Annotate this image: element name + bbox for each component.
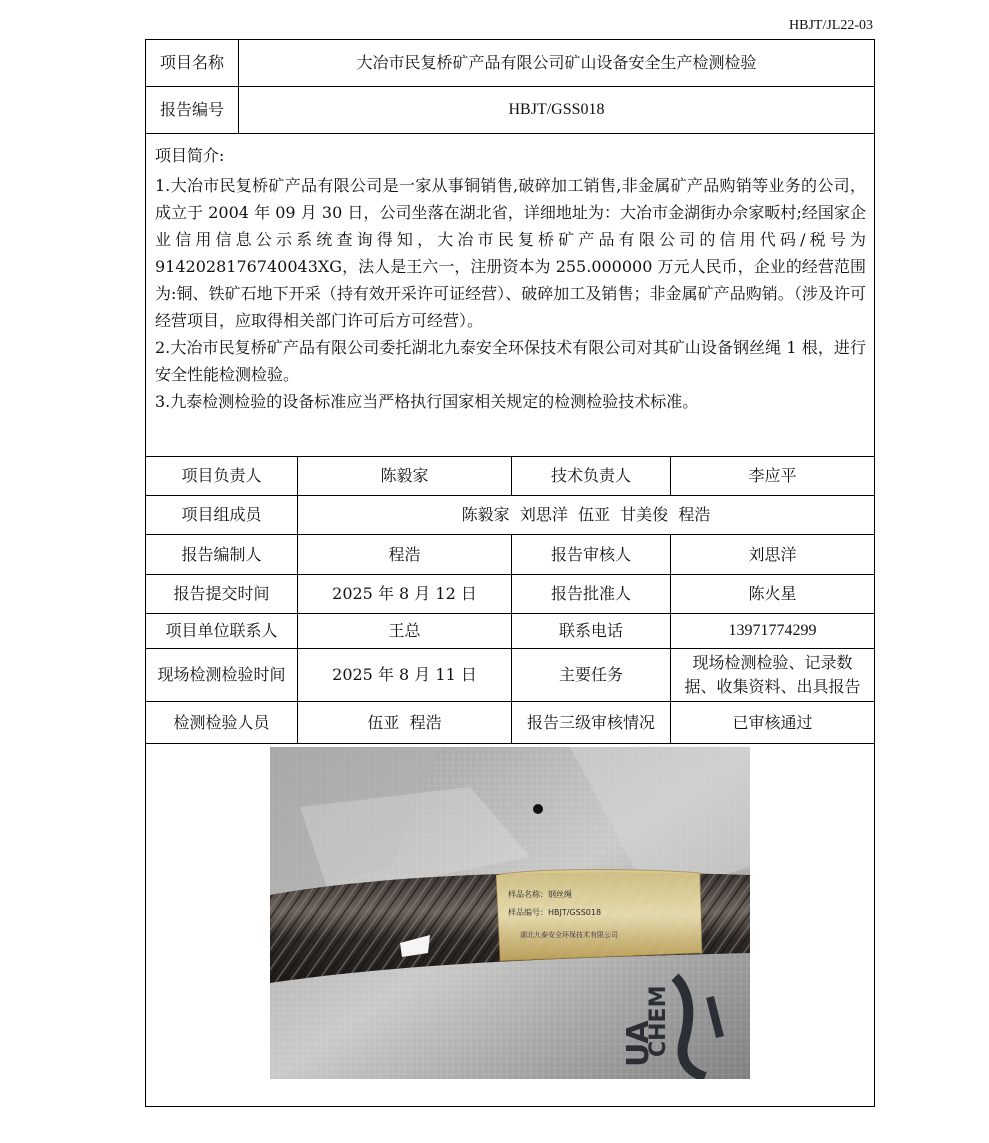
submit-row <box>146 575 874 614</box>
inspectors-label: 检测检验人员 <box>173 712 270 732</box>
leader-label: 项目负责人 <box>181 466 262 485</box>
bag-print-chem: CHEM <box>646 985 671 1057</box>
onsite-date: 2025 年 8 月 11 日 <box>297 649 511 701</box>
project-name-value: 大冶市民复桥矿产品有限公司矿山设备安全生产检测检验 <box>238 40 874 86</box>
review3-label: 报告三级审核情况 <box>511 702 670 743</box>
report-number-value: HBJT/GSS018 <box>238 87 874 133</box>
contact-value: 王总 <box>297 614 511 648</box>
phone-value: 13971774299 <box>670 614 874 648</box>
tech-label: 技术负责人 <box>511 457 670 495</box>
reviewer-value: 刘思洋 <box>670 535 874 574</box>
intro-paragraph-2: 2.大冶市民复桥矿产品有限公司委托湖北九泰安全环保技术有限公司对其矿山设备钢丝绳 1 根，进行安全性能检测检验。 <box>155 338 866 384</box>
task-value: 现场检测检验、记录数据、收集资料、出具报告 <box>670 649 874 701</box>
submit-label: 报告提交时间 <box>173 584 270 603</box>
wire-rope-sample-photo <box>270 747 750 1079</box>
project-name-label: 项目名称 <box>159 53 224 72</box>
contact-row <box>146 614 874 649</box>
approver-label: 报告批准人 <box>511 575 670 613</box>
inspectors-row <box>146 702 874 744</box>
inspectors-value: 伍亚 程浩 <box>297 702 511 743</box>
report-number-label: 报告编号 <box>159 100 224 119</box>
reviewer-label: 报告审核人 <box>511 535 670 574</box>
submit-date: 2025 年 8 月 12 日 <box>297 575 511 613</box>
approver-value: 陈火星 <box>670 575 874 613</box>
bag-print-ua: UA <box>621 1020 656 1067</box>
leader-row <box>146 457 874 496</box>
tech-value: 李应平 <box>670 457 874 495</box>
project-intro <box>146 134 874 457</box>
intro-paragraph-3: 3.九泰检测检验的设备标准应当严格执行国家相关规定的检测检验技术标准。 <box>155 392 699 411</box>
leader-value: 陈毅家 <box>297 457 511 495</box>
members-label: 项目组成员 <box>181 505 262 524</box>
phone-label: 联系电话 <box>511 614 670 648</box>
report-sheet <box>145 39 875 1107</box>
task-label: 主要任务 <box>511 649 670 701</box>
intro-heading: 项目简介: <box>155 146 225 165</box>
author-label: 报告编制人 <box>181 544 262 564</box>
onsite-row <box>146 649 874 702</box>
project-name-row <box>146 40 874 87</box>
report-number-row <box>146 87 874 134</box>
intro-paragraph-1: 1.大冶市民复桥矿产品有限公司是一家从事铜销售,破碎加工销售,非金属矿产品购销等业务的公司，成立于 2004 年 09 月 30 日，公司坐落在湖北省，详细地址为：大冶市金湖街办佘家畈村;经国家企业信用信息公示系统查询得知，大冶市民复桥矿产品有限公司的信用代码/税号为 9142028176740043XG，法人是王六一，注册资本为 255.000000 万元人民币，企业的经营范围为:铜、铁矿石地下开采（持有效开采许可证经营）、破碎加工及销售；非金属矿产品购销。（涉及许可经营项目，应取得相关部门许可后方可经营）。 <box>155 176 866 330</box>
sample-tag-line-1: 样品名称：钢丝绳 <box>508 890 572 899</box>
author-value: 程浩 <box>297 535 511 574</box>
onsite-label: 现场检测检验时间 <box>157 665 286 684</box>
sample-tag-line-3: 湖北九泰安全环保技术有限公司 <box>520 931 618 939</box>
author-row <box>146 535 874 575</box>
contact-label: 项目单位联系人 <box>165 621 278 640</box>
members-row <box>146 496 874 535</box>
review3-value: 已审核通过 <box>670 702 874 743</box>
members-value: 陈毅家 刘思洋 伍亚 甘美俊 程浩 <box>297 496 874 534</box>
document-code: HBJT/JL22-03 <box>789 18 873 33</box>
sample-tag-line-2: 样品编号：HBJT/GSS018 <box>508 908 602 917</box>
